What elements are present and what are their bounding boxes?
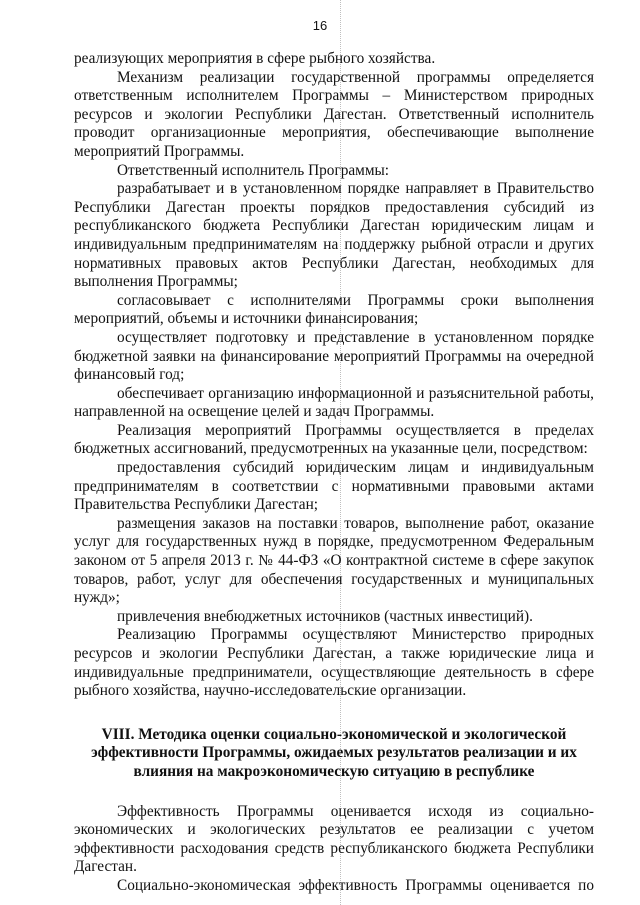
- paragraph: привлечения внебюджетных источников (частных инвестиций).: [117, 607, 533, 625]
- paragraph: осуществляет подготовку и представление в установленном порядке бюджетной заявки на финансирование мероприятий Программы на очередной финансовый год;: [74, 328, 594, 384]
- section-heading: VIII. Методика оценки социально-экономической и экологической эффективности Программы, ожидаемых результатов реализации и их влияния на макроэкономическую ситуацию в республике: [91, 725, 577, 780]
- paragraph: Социально-экономическая эффективность Программы оценивается по: [117, 876, 594, 894]
- section-text-before: [74, 50, 594, 701]
- document-body: [74, 50, 594, 896]
- paragraph: Реализацию Программы осуществляют Министерство природных ресурсов и экологии Республики Дагестан, а также юридические лица и индивидуальные предприниматели, осуществляющие деятельность в сфере рыбного хозяйства, научно-исследовательские организации.: [74, 626, 594, 700]
- paragraph: предоставления субсидий юридическим лицам и индивидуальным предпринимателям в соответствии с нормативными правовыми актами Правительства Республики Дагестан;: [74, 459, 594, 514]
- paragraph: размещения заказов на поставки товаров, выполнение работ, оказание услуг для государственных нужд в порядке, предусмотренном Федеральным законом от 5 апреля 2013 г. № 44-ФЗ «О контрактной системе в сфере закупок товаров, работ, услуг для обеспечения государственных и муниципальных нужд»;: [74, 514, 594, 607]
- paragraph: Эффективность Программы оценивается исходя из социально-экономических и экологических результатов ее реализации с учетом эффективности расходования средств республиканского бюджета Республики Дагестан.: [74, 802, 594, 876]
- paragraph: реализующих мероприятия в сфере рыбного хозяйства.: [74, 50, 436, 67]
- page-number: 16: [312, 18, 328, 33]
- paragraph: разрабатывает и в установленном порядке направляет в Правительство Республики Дагестан проекты порядков предоставления субсидий из республиканского бюджета Республики Дагестан юридическим лицам и индивидуальным предпринимателям на поддержку рыбной отрасли и других нормативных правовых актов Республики Дагестан, необходимых для выполнения Программы;: [74, 180, 594, 291]
- paragraph: обеспечивает организацию информационной и разъяснительной работы, направленной на освещение целей и задач Программы.: [74, 384, 594, 421]
- section-text-after: [74, 803, 594, 896]
- paragraph: Реализация мероприятий Программы осуществляется в пределах бюджетных ассигнований, предусмотренных на указанные цели, посредством:: [74, 421, 594, 458]
- paragraph: Механизм реализации государственной программы определяется ответственным исполнителем Программы – Министерством природных ресурсов и экологии Республики Дагестан. Ответственный исполнитель проводит организационные мероприятия, обеспечивающие выполнение мероприятий Программы.: [74, 68, 594, 160]
- paragraph: согласовывает с исполнителями Программы сроки выполнения мероприятий, объемы и источники финансирования;: [74, 291, 594, 328]
- paragraph: Ответственный исполнитель Программы:: [117, 161, 390, 179]
